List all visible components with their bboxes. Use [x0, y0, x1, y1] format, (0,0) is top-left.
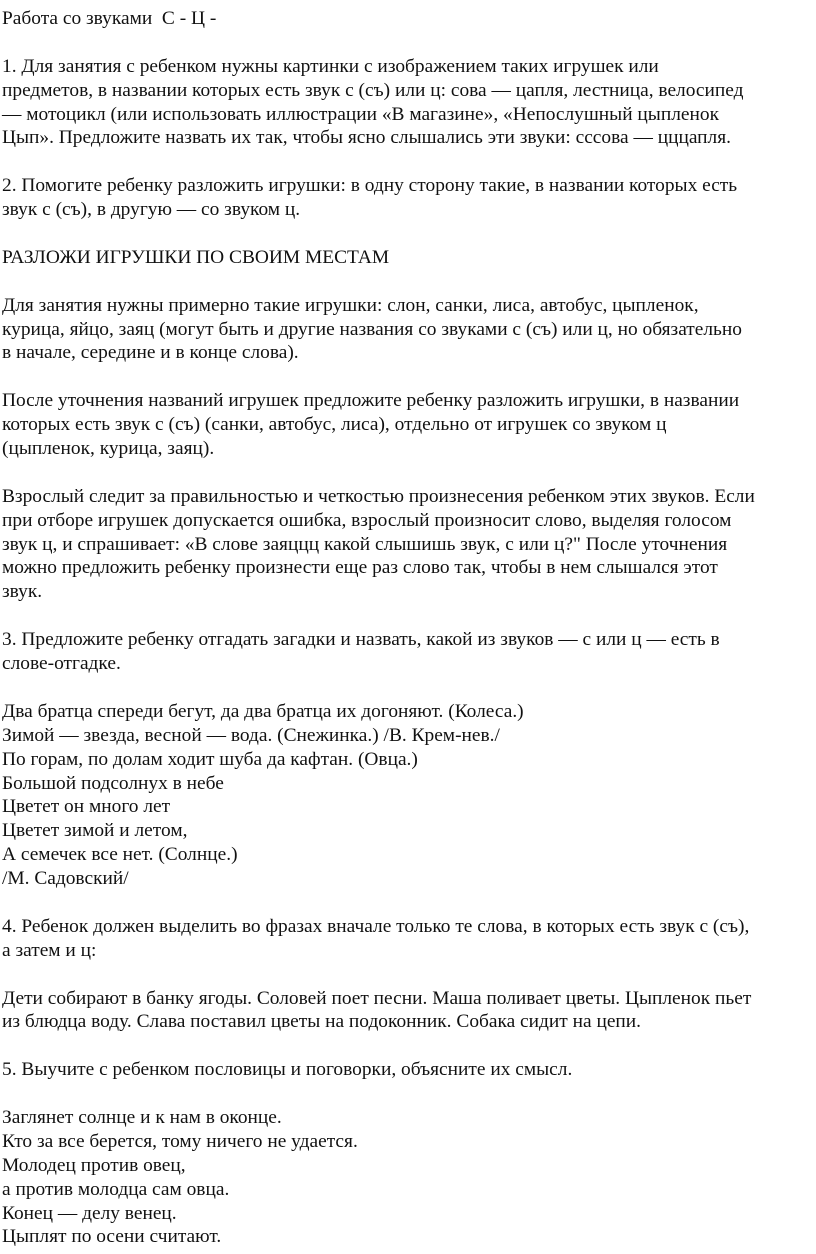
text-line: 1. Для занятия с ребенком нужны картинки с изображением таких игрушек или — [2, 55, 659, 77]
proverb-line: Кто за все берется, тому ничего не удается. — [2, 1130, 358, 1152]
paragraph-gap — [2, 604, 816, 628]
proverb-line: а против молодца сам овца. — [2, 1178, 230, 1200]
text-line: Цып». Предложите назвать их так, чтобы ясно слышались эти звуки: сссова — цццапля. — [2, 127, 732, 149]
paragraph-gap — [2, 222, 816, 246]
phrases-paragraph — [2, 987, 816, 1035]
text-line: курица, яйцо, заяц (могут быть и другие названия со звуками с (съ) или ц, но обязательно — [2, 318, 742, 340]
text-line: Взрослый следит за правильностью и четкостью произнесения ребенком этих звуков. Если — [2, 485, 755, 507]
paragraph-gap — [2, 150, 816, 174]
text-line: Для занятия нужны примерно такие игрушки: слон, санки, лиса, автобус, цыпленок, — [2, 294, 699, 316]
paragraph-gap — [2, 963, 816, 987]
riddle-line: Два братца спереди бегут, да два братца их догоняют. (Колеса.) — [2, 700, 524, 722]
text-line: в начале, середине и в конце слова). — [2, 342, 299, 364]
text-line: можно предложить ребенку произнести еще раз слово так, чтобы в нем слышался этот — [2, 557, 718, 579]
riddle-line: Цветет зимой и летом, — [2, 820, 188, 842]
text-line: при отборе игрушек допускается ошибка, взрослый произносит слово, выделяя голосом — [2, 509, 732, 531]
task-4-paragraph — [2, 915, 816, 963]
game-check-paragraph — [2, 485, 816, 604]
paragraph-gap — [2, 676, 816, 700]
proverb-line: Конец — делу венец. — [2, 1202, 177, 1224]
text-line: звук. — [2, 581, 43, 603]
text-line: — мотоцикл (или использовать иллюстрации «В магазине», «Непослушный цыпленок — [2, 103, 719, 125]
text-line: предметов, в названии которых есть звук с (съ) или ц: сова — цапля, лестница, велосипед — [2, 79, 744, 101]
text-line: 5. Выучите с ребенком пословицы и поговорки, объясните их смысл. — [2, 1059, 573, 1081]
text-line: а затем и ц: — [2, 939, 97, 961]
riddle-line: Большой подсолнух в небе — [2, 772, 224, 794]
riddle-line: Цветет он много лет — [2, 796, 171, 818]
paragraph-gap — [2, 31, 816, 55]
text-line: звук с (съ), в другую — со звуком ц. — [2, 199, 301, 221]
riddles-list — [2, 700, 816, 891]
paragraph-gap — [2, 365, 816, 389]
task-5-paragraph — [2, 1058, 816, 1082]
text-line: Дети собирают в банку ягоды. Соловей поет песни. Маша поливает цветы. Цыпленок пьет — [2, 987, 752, 1009]
paragraph-gap — [2, 1082, 816, 1106]
paragraph-gap — [2, 461, 816, 485]
game-intro-paragraph — [2, 294, 816, 366]
riddle-line: /М. Садовский/ — [2, 868, 129, 890]
proverb-line: Молодец против овец, — [2, 1154, 186, 1176]
proverbs-list — [2, 1106, 816, 1249]
text-line: (цыпленок, курица, заяц). — [2, 438, 215, 460]
game-heading: РАЗЛОЖИ ИГРУШКИ ПО СВОИМ МЕСТАМ — [2, 246, 390, 268]
riddle-line: По горам, по долам ходит шуба да кафтан. (Овца.) — [2, 748, 418, 770]
text-line: из блюдца воду. Слава поставил цветы на подоконник. Собака сидит на цепи. — [2, 1011, 642, 1033]
paragraph-gap — [2, 891, 816, 915]
paragraph-gap — [2, 270, 816, 294]
text-line: слове-отгадке. — [2, 653, 121, 675]
proverb-line: Заглянет солнце и к нам в оконце. — [2, 1106, 282, 1128]
text-line: 2. Помогите ребенку разложить игрушки: в одну сторону такие, в названии которых есть — [2, 175, 738, 197]
text-line: которых есть звук с (съ) (санки, автобус, лиса), отдельно от игрушек со звуком ц — [2, 414, 667, 436]
riddle-line: Зимой — звезда, весной — вода. (Снежинка.) /В. Крем-нев./ — [2, 724, 500, 746]
task-3-paragraph — [2, 628, 816, 676]
game-sorting-paragraph — [2, 389, 816, 461]
riddle-line: А семечек все нет. (Солнце.) — [2, 844, 238, 866]
paragraph-gap — [2, 1034, 816, 1058]
text-line: 3. Предложите ребенку отгадать загадки и назвать, какой из звуков — с или ц — есть в — [2, 629, 720, 651]
task-2-paragraph — [2, 174, 816, 222]
proverb-line: Цыплят по осени считают. — [2, 1226, 222, 1248]
text-line: звук ц, и спрашивает: «В слове заяццц какой слышишь звук, с или ц?" После уточнения — [2, 533, 728, 555]
text-line: После уточнения названий игрушек предложите ребенку разложить игрушки, в названии — [2, 390, 740, 412]
document-title: Работа со звуками С - Ц - — [2, 8, 217, 29]
text-line: 4. Ребенок должен выделить во фразах вначале только те слова, в которых есть звук с (съ), — [2, 915, 750, 937]
task-1-paragraph — [2, 55, 816, 151]
